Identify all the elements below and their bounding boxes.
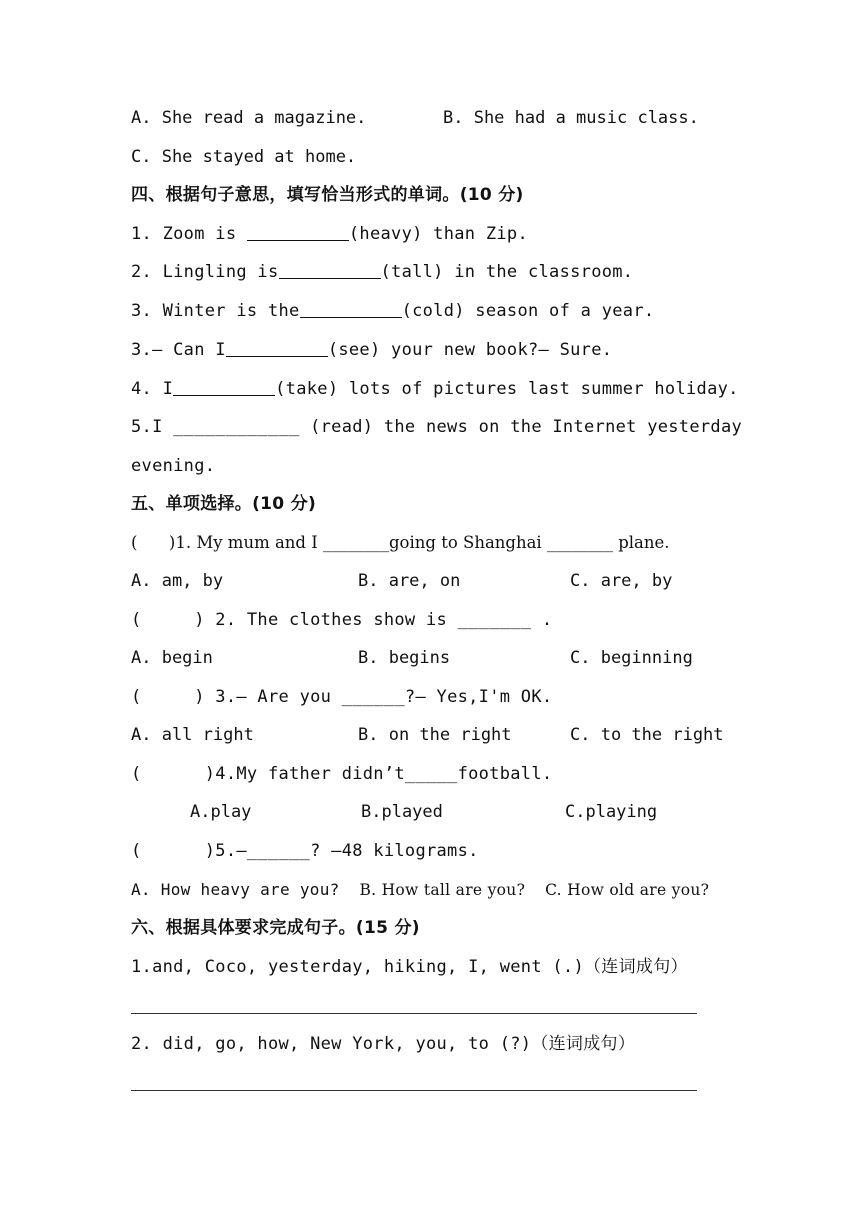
prev-option-b: B. She had a music class. bbox=[443, 108, 699, 128]
s4-item-3-hint: (cold) season of a year. bbox=[401, 301, 655, 321]
prev-option-c: C. She stayed at home. bbox=[131, 147, 357, 167]
s4-item-5-hint: (take) lots of pictures last summer holiday. bbox=[275, 379, 739, 399]
s4-item-1-blank[interactable] bbox=[247, 224, 349, 241]
s5-q5-option-b: B. How tall are you? bbox=[359, 881, 526, 899]
s5-q5-option-a: A. How heavy are you? bbox=[131, 880, 340, 899]
s5-q3-option-c: C. to the right bbox=[570, 725, 724, 745]
s4-item-1-hint: (heavy) than Zip. bbox=[348, 224, 528, 244]
s4-item-2-blank[interactable] bbox=[279, 262, 381, 279]
s4-item-6-continuation: evening. bbox=[131, 456, 216, 476]
s5-q4-option-b: B.played bbox=[361, 802, 443, 822]
section4-title: 四、根据句子意思，填写恰当形式的单词。(10 分) bbox=[131, 185, 524, 205]
s5-q2-text: 2. The clothes show is _______ . bbox=[215, 610, 553, 630]
s4-item-2-text: 2. Lingling is bbox=[131, 262, 279, 282]
s5-q4-option-c: C.playing bbox=[565, 802, 658, 822]
s6-q2: 2. did, go, how, New York, you, to (?)（连词成句） bbox=[131, 1034, 636, 1054]
s6-q1-answer-line[interactable] bbox=[131, 1013, 697, 1014]
s5-q1-blank-b: ________ bbox=[546, 533, 613, 552]
s5-q2-option-b: B. begins bbox=[358, 648, 451, 668]
s4-item-2-hint: (tall) in the classroom. bbox=[380, 262, 634, 282]
section5-title: 五、单项选择。(10 分) bbox=[131, 494, 317, 514]
s4-item-6: 5.I ____________ (read) the news on the Internet yesterday bbox=[131, 417, 743, 437]
s4-item-2 bbox=[131, 262, 633, 282]
s5-q4-text: 4.My father didn’t_____football. bbox=[215, 764, 553, 784]
s4-item-3-text: 3. Winter is the bbox=[131, 301, 300, 321]
s5-q1-option-b: B. are, on bbox=[358, 571, 461, 591]
prev-option-a: A. She read a magazine. bbox=[131, 108, 367, 128]
s5-q1 bbox=[131, 533, 670, 553]
s5-q1-option-a: A. am, by bbox=[131, 571, 224, 591]
s5-q1-answer-paren[interactable]: ( ) bbox=[131, 533, 176, 552]
s5-q4-option-a: A.play bbox=[190, 802, 252, 822]
s5-q5-answer-paren[interactable]: ( ) bbox=[131, 841, 216, 861]
s5-q3 bbox=[131, 687, 552, 707]
s6-q1: 1.and, Coco, yesterday, hiking, I, went (.)（连词成句） bbox=[131, 957, 688, 977]
s4-item-3 bbox=[131, 301, 654, 321]
s5-q2-option-a: A. begin bbox=[131, 648, 213, 668]
s5-q1-text-a: 1. My mum and I bbox=[175, 533, 323, 552]
s5-q5-options bbox=[131, 880, 709, 900]
s6-q2-answer-line[interactable] bbox=[131, 1090, 697, 1091]
s4-item-4-text: 3.— Can I bbox=[131, 340, 226, 360]
s4-item-1 bbox=[131, 224, 528, 244]
s5-q1-blank-a: ________ bbox=[323, 533, 389, 552]
s5-q4-answer-paren[interactable]: ( ) bbox=[131, 764, 216, 784]
s5-q5-option-c: C. How old are you? bbox=[545, 881, 710, 899]
s5-q3-option-a: A. all right bbox=[131, 725, 254, 745]
s5-q1-text-c: plane. bbox=[612, 533, 670, 552]
s5-q5 bbox=[131, 841, 479, 861]
s4-item-4-hint: (see) your new book?— Sure. bbox=[327, 340, 613, 360]
s4-item-4 bbox=[131, 340, 612, 360]
s5-q2-option-c: C. beginning bbox=[570, 648, 693, 668]
s5-q1-text-b: going to Shanghai bbox=[389, 533, 547, 552]
s5-q2-answer-paren[interactable]: ( ) bbox=[131, 610, 205, 630]
s5-q5-text: 5.—______? —48 kilograms. bbox=[215, 841, 479, 861]
s4-item-1-text: 1. Zoom is bbox=[131, 224, 247, 244]
section6-title: 六、根据具体要求完成句子。(15 分) bbox=[131, 918, 420, 938]
s5-q3-answer-paren[interactable]: ( ) bbox=[131, 687, 205, 707]
s4-item-4-blank[interactable] bbox=[226, 340, 328, 357]
s4-item-5 bbox=[131, 379, 739, 399]
s5-q2 bbox=[131, 610, 552, 630]
s5-q3-text: 3.— Are you ______?— Yes,I'm OK. bbox=[215, 687, 553, 707]
s4-item-3-blank[interactable] bbox=[300, 301, 402, 318]
s5-q1-option-c: C. are, by bbox=[570, 571, 673, 591]
s5-q4 bbox=[131, 764, 552, 784]
s4-item-5-blank[interactable] bbox=[173, 379, 275, 396]
s4-item-5-text: 4. I bbox=[131, 379, 174, 399]
s5-q3-option-b: B. on the right bbox=[358, 725, 512, 745]
